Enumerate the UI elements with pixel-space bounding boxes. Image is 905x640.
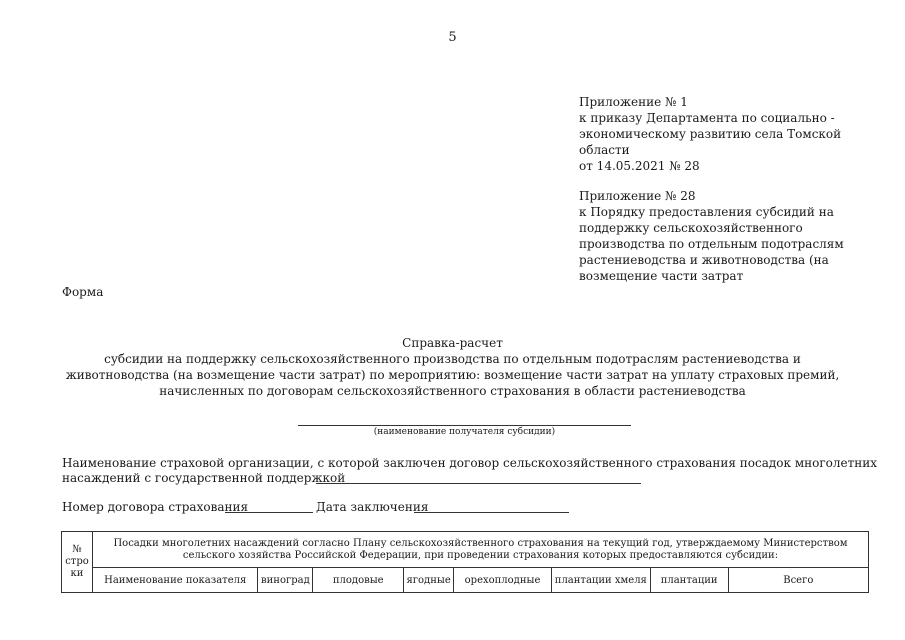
plantings-group-header: Посадки многолетних насаждений согласно Плану сельскохозяйственного страхования на текущий год, утверждаемому Министерством сельского хозяйства Российской Федерации, при проведении страхования которых предоставляются субсидии:	[92, 532, 868, 568]
appendix-28-line: производства по отдельным подотраслям	[579, 237, 844, 251]
contract-number-label: Номер договора страхования	[62, 500, 249, 514]
row-number-header: № стро ки	[62, 532, 93, 593]
appendix-1-reference	[579, 94, 841, 174]
document-subtitle-line: начисленных по договорам сельскохозяйственного страхования в области растениеводства	[159, 384, 746, 398]
appendix-1-line: области	[579, 143, 630, 157]
recipient-name-field[interactable]	[298, 425, 631, 426]
column-header-fruit: плодовые	[313, 568, 404, 593]
contract-number-field[interactable]	[225, 499, 313, 513]
appendix-28-reference	[579, 188, 844, 284]
document-title: Справка-расчет	[402, 336, 503, 350]
column-header-plantations: плантации	[650, 568, 728, 593]
appendix-28-line: растениеводства и животноводства (на	[579, 253, 829, 267]
column-header-hops: плантации хмеля	[551, 568, 650, 593]
column-header-berry: ягодные	[404, 568, 454, 593]
page-number: 5	[448, 30, 457, 45]
appendix-28-line: Приложение № 28	[579, 189, 696, 203]
appendix-28-line: поддержку сельскохозяйственного	[579, 221, 803, 235]
contract-date-label: Дата заключения	[316, 500, 429, 514]
document-subtitle-line: субсидии на поддержку сельскохозяйственного производства по отдельным подотраслям растениеводства и	[104, 352, 801, 366]
column-header-nut: орехоплодные	[454, 568, 552, 593]
subsidy-table	[61, 531, 869, 593]
document-subtitle-line: животноводства (на возмещение части затрат) по мероприятию: возмещение части затрат на уплату страховых премий,	[65, 368, 840, 382]
recipient-name-caption: (наименование получателя субсидии)	[373, 427, 556, 437]
column-header-grapes: виноград	[258, 568, 313, 593]
insurer-label-continued: насаждений с государственной поддержкой	[62, 471, 346, 485]
insurer-name-field[interactable]	[316, 470, 641, 484]
appendix-1-line: от 14.05.2021 № 28	[579, 159, 700, 173]
appendix-1-line: к приказу Департамента по социально -	[579, 111, 835, 125]
appendix-1-line: экономическому развитию села Томской	[579, 127, 842, 141]
appendix-28-line: возмещение части затрат	[579, 269, 744, 283]
column-header-indicator: Наименование показателя	[92, 568, 257, 593]
column-header-total: Всего	[728, 568, 868, 593]
insurer-label: Наименование страховой организации, с которой заключен договор сельскохозяйственного страхования посадок многолетних	[62, 456, 878, 470]
form-label: Форма	[62, 285, 104, 299]
appendix-28-line: к Порядку предоставления субсидий на	[579, 205, 834, 219]
appendix-1-line: Приложение № 1	[579, 95, 688, 109]
contract-date-field[interactable]	[414, 499, 569, 513]
